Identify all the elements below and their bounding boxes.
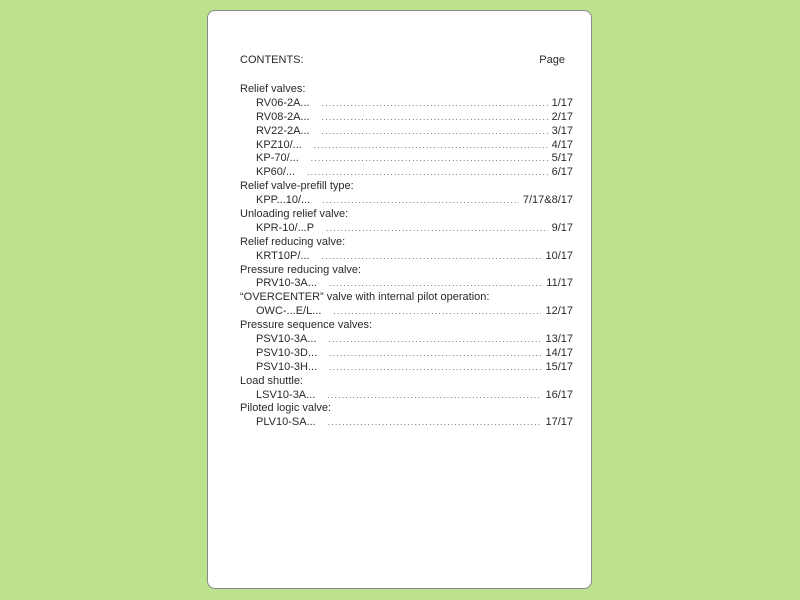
dot-leader: [329, 277, 542, 291]
entry-page-number: 14/17: [545, 346, 573, 359]
entry-page-number: 1/17: [551, 96, 573, 109]
entry-page-number: 15/17: [545, 360, 573, 373]
toc-entry[interactable]: [240, 222, 573, 236]
contents-heading: CONTENTS:: [240, 54, 304, 66]
entry-code: KPZ10/...: [256, 138, 302, 151]
entry-code: RV08-2A...: [256, 110, 310, 123]
dot-leader: [326, 222, 548, 236]
entry-page-number: 2/17: [551, 110, 573, 123]
entry-code: LSV10-3A...: [256, 388, 316, 401]
entry-code: RV22-2A...: [256, 124, 310, 137]
entry-page-number: 7/17&8/17: [522, 194, 573, 207]
section-title: Relief reducing valve:: [240, 235, 346, 248]
dot-leader: [329, 347, 541, 361]
toc-entry[interactable]: [240, 361, 573, 375]
entry-page-number: 6/17: [551, 166, 573, 179]
entry-page-number: 11/17: [546, 277, 573, 290]
entry-code: KPR-10/...P: [256, 221, 315, 234]
entry-page-number: 13/17: [545, 333, 573, 346]
dot-leader: [314, 139, 548, 153]
dot-leader: [322, 125, 548, 139]
section-title: Load shuttle:: [240, 374, 303, 387]
entry-page-number: 16/17: [545, 388, 573, 401]
dot-leader: [328, 416, 542, 430]
entry-page-number: 12/17: [545, 305, 573, 318]
entry-page-number: 17/17: [545, 416, 573, 429]
toc-entry[interactable]: [240, 194, 573, 208]
entry-code: KRT10P/...: [256, 249, 310, 262]
toc-entry[interactable]: [240, 166, 573, 180]
dot-leader: [322, 194, 519, 208]
table-of-contents: [240, 54, 573, 430]
dot-leader: [322, 97, 548, 111]
entry-code: PSV10-3H...: [256, 360, 318, 373]
toc-entry[interactable]: [240, 125, 573, 139]
section-title: Pressure reducing valve:: [240, 263, 362, 276]
section-title: Piloted logic valve:: [240, 402, 332, 415]
section-title: Unloading relief valve:: [240, 208, 349, 221]
toc-entry[interactable]: [240, 416, 573, 430]
entry-page-number: 3/17: [551, 124, 573, 137]
dot-leader: [329, 361, 541, 375]
toc-entry[interactable]: [240, 250, 573, 264]
entry-code: PRV10-3A...: [256, 277, 317, 290]
entry-page-number: 5/17: [551, 152, 573, 165]
entry-code: RV06-2A...: [256, 96, 310, 109]
toc-entry[interactable]: [240, 97, 573, 111]
entry-code: PSV10-3D...: [256, 346, 318, 359]
toc-entry[interactable]: [240, 389, 573, 403]
page-column-heading: Page: [539, 54, 565, 66]
toc-entry[interactable]: [240, 152, 573, 166]
toc-entry[interactable]: [240, 333, 573, 347]
entry-page-number: 10/17: [545, 249, 573, 262]
toc-body: [240, 83, 573, 430]
toc-entry[interactable]: [240, 277, 573, 291]
toc-entry[interactable]: [240, 305, 573, 319]
dot-leader: [333, 305, 541, 319]
toc-entry[interactable]: [240, 111, 573, 125]
entry-code: OWC-...E/L...: [256, 305, 322, 318]
toc-entry[interactable]: [240, 347, 573, 361]
toc-entry[interactable]: [240, 139, 573, 153]
section-title: “OVERCENTER” valve with internal pilot operation:: [240, 291, 490, 304]
entry-code: KPP...10/...: [256, 194, 311, 207]
toc-header: [240, 54, 573, 68]
section-title: Pressure sequence valves:: [240, 319, 373, 332]
entry-code: KP60/...: [256, 166, 296, 179]
section-title: Relief valves:: [240, 83, 306, 95]
entry-code: PLV10-SA...: [256, 416, 316, 429]
dot-leader: [327, 389, 541, 403]
entry-code: KP-70/...: [256, 152, 299, 165]
entry-page-number: 9/17: [551, 221, 573, 234]
section-title: Relief valve-prefill type:: [240, 180, 354, 193]
document-page: [207, 10, 592, 589]
dot-leader: [329, 333, 542, 347]
dot-leader: [322, 250, 542, 264]
dot-leader: [311, 152, 548, 166]
dot-leader: [307, 166, 547, 180]
dot-leader: [322, 111, 548, 125]
entry-code: PSV10-3A...: [256, 333, 317, 346]
entry-page-number: 4/17: [551, 138, 573, 151]
